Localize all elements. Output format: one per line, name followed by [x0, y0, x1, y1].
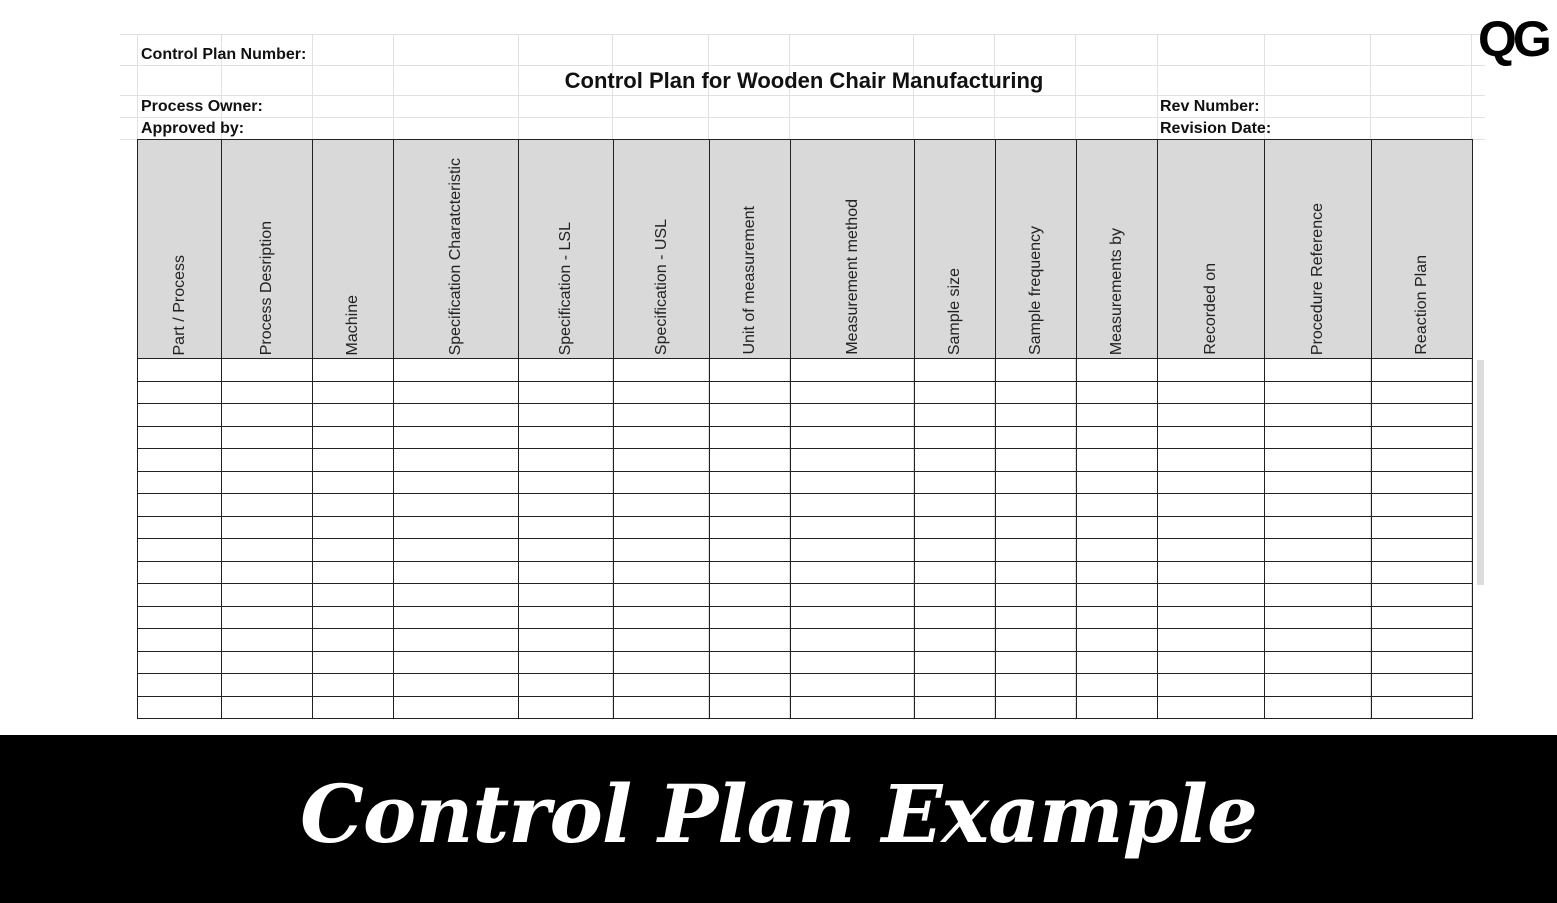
column-header[interactable]	[1372, 140, 1473, 359]
table-cell[interactable]	[394, 674, 519, 697]
column-header-label: Sample frequency	[1027, 226, 1044, 355]
column-header-label: Specification - LSL	[557, 221, 574, 355]
table-cell[interactable]	[138, 539, 222, 562]
table-cell[interactable]	[138, 606, 222, 629]
column-header[interactable]	[138, 140, 222, 359]
table-cell[interactable]	[710, 471, 791, 494]
table-cell[interactable]	[394, 606, 519, 629]
gridline	[120, 34, 1485, 35]
table-cell[interactable]	[1265, 516, 1372, 539]
table-cell[interactable]	[394, 561, 519, 584]
control-plan-table	[137, 139, 1473, 719]
column-header-label: Unit of measurement	[741, 206, 758, 355]
gridline	[120, 117, 1485, 118]
table-cell[interactable]	[222, 404, 313, 427]
table-cell[interactable]	[1372, 584, 1473, 607]
table-cell[interactable]	[1158, 471, 1265, 494]
table-cell[interactable]	[915, 426, 996, 449]
table-cell[interactable]	[313, 584, 394, 607]
table-cell[interactable]	[1158, 629, 1265, 652]
table-cell[interactable]	[1265, 696, 1372, 719]
column-header-label: Recorded on	[1202, 263, 1219, 355]
column-header[interactable]	[313, 140, 394, 359]
table-cell[interactable]	[1077, 381, 1158, 404]
document-title: Control Plan for Wooden Chair Manufacturing	[564, 68, 1044, 93]
table-cell[interactable]	[1372, 381, 1473, 404]
table-cell[interactable]	[138, 561, 222, 584]
table-cell[interactable]	[1077, 696, 1158, 719]
table-cell[interactable]	[1265, 674, 1372, 697]
table-cell[interactable]	[710, 539, 791, 562]
table-cell[interactable]	[915, 696, 996, 719]
table-cell[interactable]	[915, 494, 996, 517]
table-cell[interactable]	[791, 629, 915, 652]
table-cell[interactable]	[996, 426, 1077, 449]
table-cell[interactable]	[313, 651, 394, 674]
process-owner-label: Process Owner:	[141, 98, 263, 115]
column-header-label: Part / Process	[170, 254, 188, 355]
table-cell[interactable]	[394, 381, 519, 404]
table-cell[interactable]	[394, 494, 519, 517]
table-row	[138, 539, 1473, 562]
table-cell[interactable]	[791, 381, 915, 404]
table-cell[interactable]	[519, 449, 614, 472]
table-cell[interactable]	[138, 584, 222, 607]
table-cell[interactable]	[710, 449, 791, 472]
table-cell[interactable]	[791, 471, 915, 494]
column-header[interactable]	[222, 140, 313, 359]
table-cell[interactable]	[791, 561, 915, 584]
table-cell[interactable]	[313, 359, 394, 382]
table-cell[interactable]	[614, 629, 710, 652]
table-cell[interactable]	[1158, 674, 1265, 697]
table-cell[interactable]	[1265, 629, 1372, 652]
column-header-label: Specification - USL	[652, 218, 670, 355]
table-cell[interactable]	[1077, 651, 1158, 674]
table-body	[138, 359, 1473, 719]
revision-date-label: Revision Date:	[1160, 120, 1272, 137]
table-row	[138, 561, 1473, 584]
table-cell[interactable]	[1372, 426, 1473, 449]
table-cell[interactable]	[1265, 494, 1372, 517]
table-cell[interactable]	[915, 674, 996, 697]
table-cell[interactable]	[313, 494, 394, 517]
table-cell[interactable]	[915, 381, 996, 404]
table-cell[interactable]	[1265, 651, 1372, 674]
table-header-row	[138, 140, 1473, 359]
table-cell[interactable]	[996, 449, 1077, 472]
column-header[interactable]	[996, 140, 1077, 359]
table-cell[interactable]	[222, 674, 313, 697]
table-cell[interactable]	[614, 426, 710, 449]
gridline	[120, 95, 1485, 96]
table-cell[interactable]	[710, 584, 791, 607]
table-cell[interactable]	[1158, 584, 1265, 607]
table-cell[interactable]	[710, 629, 791, 652]
gridline	[120, 65, 1485, 66]
table-cell[interactable]	[313, 539, 394, 562]
table-cell[interactable]	[614, 584, 710, 607]
table-cell[interactable]	[710, 674, 791, 697]
table-cell[interactable]	[313, 404, 394, 427]
table-cell[interactable]	[1372, 696, 1473, 719]
vertical-scrollbar[interactable]	[1477, 360, 1484, 585]
table-cell[interactable]	[394, 359, 519, 382]
table-cell[interactable]	[710, 494, 791, 517]
table-cell[interactable]	[915, 651, 996, 674]
table-cell[interactable]	[1077, 539, 1158, 562]
table-cell[interactable]	[222, 449, 313, 472]
table-cell[interactable]	[996, 381, 1077, 404]
table-cell[interactable]	[614, 674, 710, 697]
table-cell[interactable]	[1372, 651, 1473, 674]
table-cell[interactable]	[791, 584, 915, 607]
svg-text:QG: QG	[1478, 14, 1548, 66]
table-cell[interactable]	[614, 404, 710, 427]
table-cell[interactable]	[710, 561, 791, 584]
table-cell[interactable]	[791, 494, 915, 517]
table-cell[interactable]	[915, 404, 996, 427]
table-cell[interactable]	[313, 696, 394, 719]
table-cell[interactable]	[710, 606, 791, 629]
table-cell[interactable]	[1265, 539, 1372, 562]
table-cell[interactable]	[394, 584, 519, 607]
table-cell[interactable]	[1372, 629, 1473, 652]
table-cell[interactable]	[915, 516, 996, 539]
table-cell[interactable]	[1265, 471, 1372, 494]
column-header[interactable]	[1158, 140, 1265, 359]
table-cell[interactable]	[394, 449, 519, 472]
table-cell[interactable]	[1372, 494, 1473, 517]
table-cell[interactable]	[614, 561, 710, 584]
table-row	[138, 426, 1473, 449]
table-cell[interactable]	[1265, 561, 1372, 584]
table-cell[interactable]	[1158, 359, 1265, 382]
table-cell[interactable]	[313, 606, 394, 629]
table-cell[interactable]	[710, 359, 791, 382]
table-row	[138, 449, 1473, 472]
column-header[interactable]	[915, 140, 996, 359]
table-cell[interactable]	[222, 539, 313, 562]
column-header-label: Measurement method	[843, 199, 861, 355]
table-cell[interactable]	[1158, 539, 1265, 562]
table-cell[interactable]	[138, 674, 222, 697]
table-row	[138, 359, 1473, 382]
qg-logo-icon	[1478, 14, 1557, 66]
table-cell[interactable]	[519, 359, 614, 382]
table-cell[interactable]	[138, 404, 222, 427]
table-cell[interactable]	[519, 629, 614, 652]
approved-by-label: Approved by:	[141, 120, 245, 137]
table-cell[interactable]	[996, 696, 1077, 719]
table-row	[138, 381, 1473, 404]
table-cell[interactable]	[1265, 359, 1372, 382]
table-cell[interactable]	[519, 674, 614, 697]
table-cell[interactable]	[1158, 381, 1265, 404]
table-cell[interactable]	[791, 404, 915, 427]
table-cell[interactable]	[138, 359, 222, 382]
column-header-label: Process Desription	[258, 220, 275, 355]
table-cell[interactable]	[614, 471, 710, 494]
table-cell[interactable]	[222, 516, 313, 539]
column-header-label: Measurements by	[1108, 227, 1125, 355]
table-cell[interactable]	[791, 359, 915, 382]
column-header[interactable]	[1265, 140, 1372, 359]
column-header-label: Sample size	[946, 267, 963, 355]
table-cell[interactable]	[519, 381, 614, 404]
control-plan-number-label: Control Plan Number:	[141, 46, 307, 63]
table-row	[138, 651, 1473, 674]
table-cell[interactable]	[1265, 584, 1372, 607]
table-cell[interactable]	[996, 359, 1077, 382]
table-cell[interactable]	[1372, 359, 1473, 382]
table-cell[interactable]	[791, 516, 915, 539]
table-cell[interactable]	[1077, 359, 1158, 382]
column-header[interactable]	[791, 140, 915, 359]
table-cell[interactable]	[710, 516, 791, 539]
table-cell[interactable]	[791, 696, 915, 719]
table-cell[interactable]	[222, 561, 313, 584]
table-cell[interactable]	[791, 426, 915, 449]
table-cell[interactable]	[519, 584, 614, 607]
table-cell[interactable]	[791, 539, 915, 562]
table-cell[interactable]	[710, 651, 791, 674]
table-cell[interactable]	[791, 674, 915, 697]
table-cell[interactable]	[138, 381, 222, 404]
table-cell[interactable]	[138, 696, 222, 719]
table-cell[interactable]	[996, 539, 1077, 562]
table-cell[interactable]	[614, 381, 710, 404]
table-cell[interactable]	[519, 539, 614, 562]
table-cell[interactable]	[1077, 561, 1158, 584]
table-cell[interactable]	[138, 651, 222, 674]
column-header[interactable]	[614, 140, 710, 359]
table-row	[138, 516, 1473, 539]
table-cell[interactable]	[519, 606, 614, 629]
table-cell[interactable]	[313, 381, 394, 404]
table-cell[interactable]	[1265, 381, 1372, 404]
table-cell[interactable]	[394, 651, 519, 674]
table-cell[interactable]	[1158, 426, 1265, 449]
table-cell[interactable]	[996, 516, 1077, 539]
table-cell[interactable]	[1077, 471, 1158, 494]
table-cell[interactable]	[222, 381, 313, 404]
table-cell[interactable]	[1372, 539, 1473, 562]
table-cell[interactable]	[614, 696, 710, 719]
table-cell[interactable]	[1077, 674, 1158, 697]
table-cell[interactable]	[313, 426, 394, 449]
table-cell[interactable]	[1372, 404, 1473, 427]
table-cell[interactable]	[915, 606, 996, 629]
table-cell[interactable]	[313, 561, 394, 584]
table-cell[interactable]	[519, 516, 614, 539]
table-cell[interactable]	[791, 606, 915, 629]
table-cell[interactable]	[1158, 651, 1265, 674]
table-cell[interactable]	[222, 494, 313, 517]
table-cell[interactable]	[519, 404, 614, 427]
table-cell[interactable]	[519, 651, 614, 674]
table-cell[interactable]	[1077, 404, 1158, 427]
table-cell[interactable]	[614, 494, 710, 517]
table-row	[138, 629, 1473, 652]
table-cell[interactable]	[1158, 561, 1265, 584]
column-header-label: Procedure Reference	[1309, 202, 1326, 355]
table-cell[interactable]	[222, 426, 313, 449]
table-cell[interactable]	[1372, 471, 1473, 494]
table-cell[interactable]	[222, 629, 313, 652]
table-cell[interactable]	[313, 674, 394, 697]
table-cell[interactable]	[915, 539, 996, 562]
table-cell[interactable]	[996, 606, 1077, 629]
rev-number-label: Rev Number:	[1160, 98, 1260, 115]
table-cell[interactable]	[1158, 516, 1265, 539]
table-row	[138, 494, 1473, 517]
table-cell[interactable]	[138, 471, 222, 494]
table-cell[interactable]	[915, 561, 996, 584]
table-cell[interactable]	[138, 449, 222, 472]
table-cell[interactable]	[710, 426, 791, 449]
table-cell[interactable]	[710, 696, 791, 719]
table-cell[interactable]	[313, 471, 394, 494]
table-cell[interactable]	[996, 471, 1077, 494]
table-cell[interactable]	[138, 426, 222, 449]
table-cell[interactable]	[1158, 606, 1265, 629]
table-row	[138, 471, 1473, 494]
table-cell[interactable]	[915, 629, 996, 652]
table-cell[interactable]	[996, 629, 1077, 652]
table-cell[interactable]	[1077, 629, 1158, 652]
table-cell[interactable]	[394, 426, 519, 449]
table-cell[interactable]	[222, 471, 313, 494]
table-cell[interactable]	[394, 696, 519, 719]
table-cell[interactable]	[614, 516, 710, 539]
table-cell[interactable]	[519, 561, 614, 584]
table-cell[interactable]	[1077, 494, 1158, 517]
table-row	[138, 404, 1473, 427]
column-header[interactable]	[394, 140, 519, 359]
table-cell[interactable]	[1265, 426, 1372, 449]
column-header[interactable]	[519, 140, 614, 359]
table-row	[138, 606, 1473, 629]
table-cell[interactable]	[1265, 449, 1372, 472]
table-cell[interactable]	[222, 359, 313, 382]
caption-banner	[0, 735, 1557, 903]
table-row	[138, 696, 1473, 719]
table-cell[interactable]	[996, 494, 1077, 517]
table-cell[interactable]	[1158, 449, 1265, 472]
table-cell[interactable]	[1372, 674, 1473, 697]
table-cell[interactable]	[614, 449, 710, 472]
table-cell[interactable]	[1158, 404, 1265, 427]
table-cell[interactable]	[138, 629, 222, 652]
table-cell[interactable]	[313, 516, 394, 539]
table-cell[interactable]	[791, 651, 915, 674]
table-cell[interactable]	[138, 516, 222, 539]
table-cell[interactable]	[614, 539, 710, 562]
table-cell[interactable]	[519, 696, 614, 719]
table-cell[interactable]	[996, 674, 1077, 697]
table-cell[interactable]	[915, 471, 996, 494]
table-cell[interactable]	[313, 449, 394, 472]
table-cell[interactable]	[1158, 696, 1265, 719]
table-cell[interactable]	[791, 449, 915, 472]
table-row	[138, 584, 1473, 607]
table-cell[interactable]	[222, 651, 313, 674]
table-cell[interactable]	[1077, 426, 1158, 449]
table-cell[interactable]	[1077, 606, 1158, 629]
table-cell[interactable]	[222, 606, 313, 629]
table-cell[interactable]	[313, 629, 394, 652]
table-cell[interactable]	[519, 426, 614, 449]
table-cell[interactable]	[222, 696, 313, 719]
table-row	[138, 674, 1473, 697]
table-cell[interactable]	[996, 404, 1077, 427]
table-cell[interactable]	[1372, 606, 1473, 629]
table-cell[interactable]	[996, 651, 1077, 674]
table-cell[interactable]	[394, 404, 519, 427]
column-header-label: Reaction Plan	[1413, 255, 1430, 355]
table-cell[interactable]	[138, 494, 222, 517]
table-cell[interactable]	[519, 494, 614, 517]
column-header-label: Machine	[344, 294, 361, 355]
column-header[interactable]	[710, 140, 791, 359]
table-cell[interactable]	[996, 584, 1077, 607]
table-cell[interactable]	[915, 584, 996, 607]
table-cell[interactable]	[222, 584, 313, 607]
table-cell[interactable]	[710, 404, 791, 427]
table-cell[interactable]	[996, 561, 1077, 584]
table-cell[interactable]	[394, 539, 519, 562]
table-cell[interactable]	[1372, 449, 1473, 472]
table-cell[interactable]	[1077, 516, 1158, 539]
table-cell[interactable]	[614, 606, 710, 629]
banner-title: Control Plan Example	[300, 767, 1257, 861]
table-cell[interactable]	[394, 516, 519, 539]
table-cell[interactable]	[394, 471, 519, 494]
table-cell[interactable]	[1158, 494, 1265, 517]
table-cell[interactable]	[915, 449, 996, 472]
table-cell[interactable]	[614, 651, 710, 674]
table-cell[interactable]	[1372, 561, 1473, 584]
table-cell[interactable]	[710, 381, 791, 404]
column-header-label: Specification Charatcteristic	[447, 157, 464, 355]
table-cell[interactable]	[915, 359, 996, 382]
table-cell[interactable]	[1077, 584, 1158, 607]
table-cell[interactable]	[614, 359, 710, 382]
table-cell[interactable]	[1265, 404, 1372, 427]
table-cell[interactable]	[519, 471, 614, 494]
table-cell[interactable]	[1077, 449, 1158, 472]
table-cell[interactable]	[394, 629, 519, 652]
table-cell[interactable]	[1372, 516, 1473, 539]
column-header[interactable]	[1077, 140, 1158, 359]
table-cell[interactable]	[1265, 606, 1372, 629]
